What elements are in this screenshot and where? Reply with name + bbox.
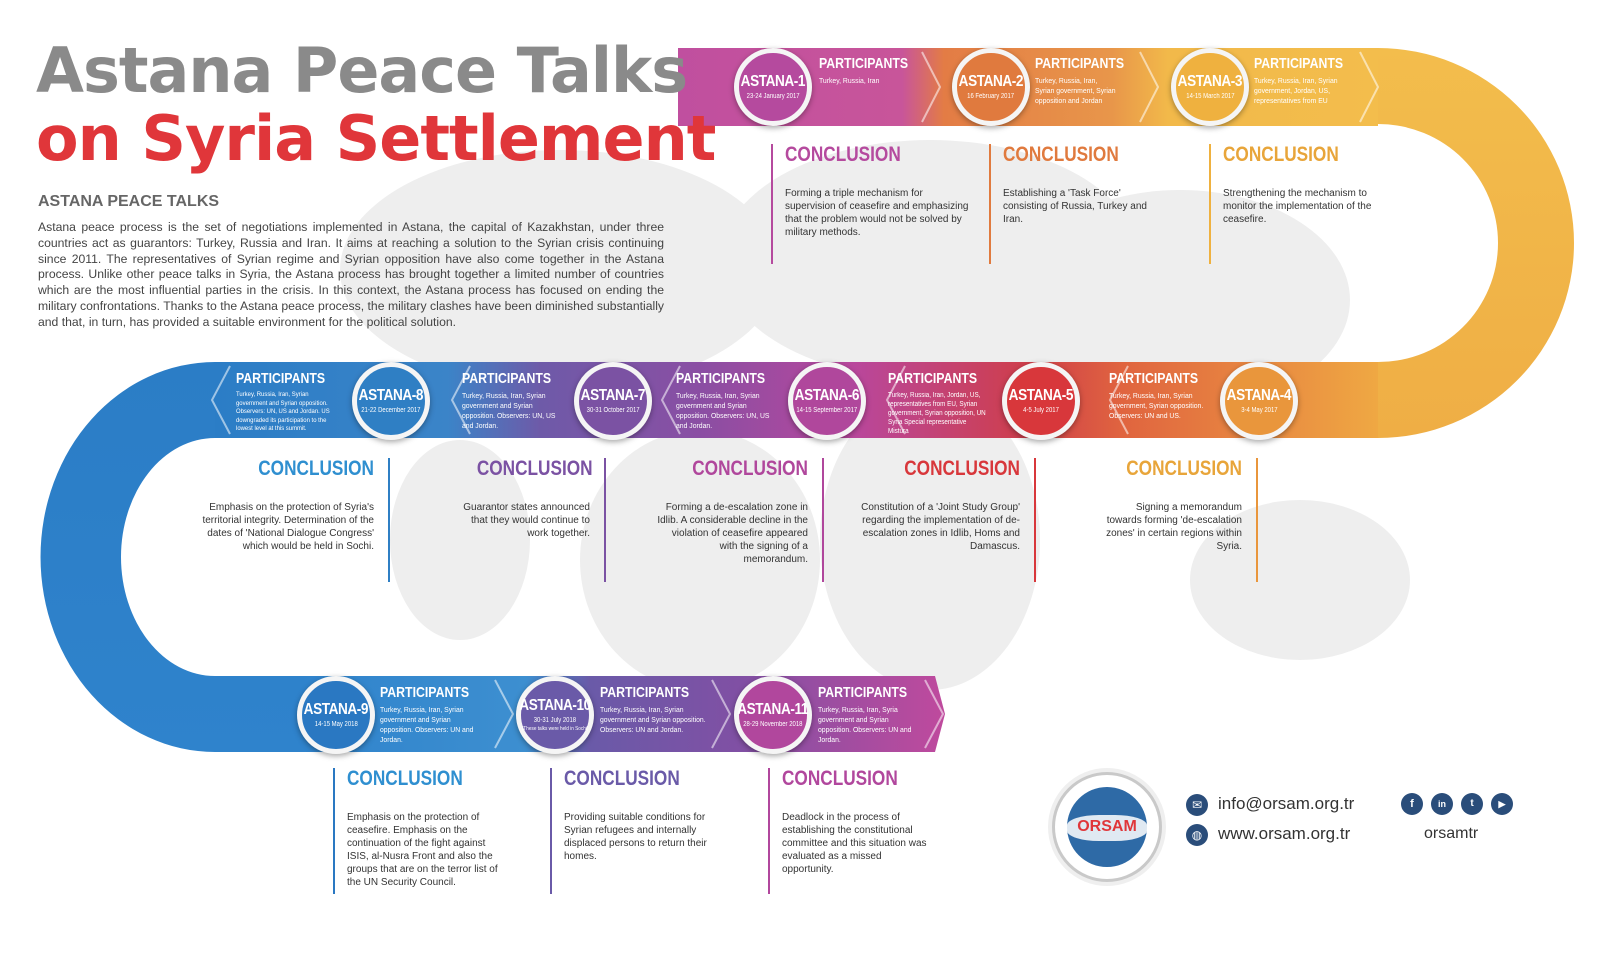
astana-5-conclusion bbox=[850, 458, 1036, 582]
meeting-name: ASTANA-6 bbox=[794, 386, 860, 404]
meeting-date: 30-31 July 2018 bbox=[533, 717, 577, 725]
conclusion-heading: CONCLUSION bbox=[347, 767, 463, 790]
conclusion-heading: CONCLUSION bbox=[1223, 143, 1339, 166]
meeting-date: 23-24 January 2017 bbox=[746, 92, 800, 100]
participants-text: Turkey, Russia, Iran, Syrian government, Syrian opposition. Observers: UN and US. bbox=[1109, 391, 1204, 420]
conclusion-heading: CONCLUSION bbox=[258, 457, 374, 480]
page-title-line1: Astana Peace Talks bbox=[36, 34, 688, 107]
astana-9-badge bbox=[297, 676, 375, 754]
participants-text: Turkey, Russia, Iran, Syrian government and Syrian opposition. Observers: UN and Jordan. bbox=[380, 705, 474, 744]
astana-4-badge bbox=[1220, 362, 1298, 440]
meeting-name: ASTANA-4 bbox=[1226, 386, 1292, 404]
conclusion-text: Emphasis on the protection of ceasefire. Emphasis on the continuation of the fight against ISIS, al-Nusra Front and also the groups that are on the terror list of the UN Security Council. bbox=[347, 812, 498, 888]
astana-6-badge bbox=[788, 362, 866, 440]
astana-4-conclusion bbox=[1100, 458, 1258, 582]
conclusion-text: Forming a triple mechanism for supervision of ceasefire and emphasizing that the problem would not be solved by military methods. bbox=[785, 188, 969, 238]
facebook-icon[interactable]: f bbox=[1401, 793, 1423, 815]
meeting-name: ASTANA-2 bbox=[958, 72, 1024, 90]
conclusion-text: Constitution of a 'Joint Study Group' regarding the implementation of de-escalation zones in Idlib, Homs and Damascus. bbox=[861, 502, 1020, 552]
astana-5-badge bbox=[1002, 362, 1080, 440]
astana-9-participants bbox=[380, 685, 488, 745]
participants-text: Turkey, Russia, Iran, Jordan, US, representatives from EU, Syrian government, Syrian opposition, UN Syria Special representative Mistura bbox=[888, 392, 986, 435]
intro-heading: ASTANA PEACE TALKS bbox=[38, 193, 220, 210]
conclusion-heading: CONCLUSION bbox=[692, 457, 808, 480]
astana-5-participants bbox=[888, 371, 1000, 436]
linkedin-icon[interactable]: in bbox=[1431, 793, 1453, 815]
participants-text: Turkey, Russia, Iran bbox=[819, 76, 880, 85]
orsam-logo bbox=[1052, 772, 1162, 882]
meeting-name: ASTANA-5 bbox=[1008, 386, 1074, 404]
meeting-date: 21-22 December 2017 bbox=[361, 406, 421, 414]
astana-2-participants bbox=[1035, 56, 1127, 106]
participants-heading: PARTICIPANTS bbox=[236, 370, 326, 387]
participants-text: Turkey, Russia, Iran, Syrian government and Syrian opposition. Observers: UN, US and Jordan. bbox=[676, 391, 770, 430]
participants-text: Turkey, Russia, Iran, Syrian government and Syrian opposition. Observers: UN, US and Jordan. US downgraded its participation to the lowest level at this summit. bbox=[236, 391, 330, 433]
conclusion-text: Strengthening the mechanism to monitor the implementation of the ceasefire. bbox=[1223, 188, 1372, 225]
conclusion-text: Forming a de-escalation zone in Idlib. A considerable decline in the violation of ceasefire appeared with the signing of a memorandum. bbox=[657, 502, 808, 565]
participants-text: Turkey, Russia, Iran, Syria government and Syrian opposition. Observers: UN and Jordan. bbox=[818, 705, 912, 744]
meeting-date: 28-29 November 2018 bbox=[743, 720, 803, 728]
astana-2-badge bbox=[952, 48, 1030, 126]
astana-11-participants bbox=[818, 685, 928, 745]
email-link[interactable]: info@orsam.org.tr bbox=[1218, 794, 1355, 813]
conclusion-text: Establishing a 'Task Force' consisting of Russia, Turkey and Iran. bbox=[1003, 188, 1147, 225]
website-link[interactable]: www.orsam.org.tr bbox=[1218, 824, 1351, 843]
participants-heading: PARTICIPANTS bbox=[380, 684, 470, 701]
participants-heading: PARTICIPANTS bbox=[818, 684, 908, 701]
astana-7-badge bbox=[574, 362, 652, 440]
page-title-line2: on Syria Settlement bbox=[36, 102, 716, 175]
astana-6-conclusion bbox=[656, 458, 824, 582]
conclusion-text: Providing suitable conditions for Syrian refugees and internally displaced persons to return their homes. bbox=[564, 812, 707, 862]
conclusion-heading: CONCLUSION bbox=[564, 767, 680, 790]
participants-heading: PARTICIPANTS bbox=[888, 370, 978, 387]
astana-7-conclusion bbox=[452, 458, 606, 582]
meeting-date: 16 February 2017 bbox=[967, 92, 1015, 100]
participants-heading: PARTICIPANTS bbox=[600, 684, 690, 701]
astana-11-badge bbox=[734, 676, 812, 754]
conclusion-heading: CONCLUSION bbox=[782, 767, 898, 790]
astana-9-conclusion bbox=[333, 768, 507, 894]
conclusion-text: Emphasis on the protection of Syria's territorial integrity. Determination of the dates of 'National Dialogue Congress' which would be held in Sochi. bbox=[202, 502, 374, 552]
meeting-date: 30-31 October 2017 bbox=[586, 406, 640, 414]
meeting-date: 3-4 May 2017 bbox=[1240, 406, 1278, 414]
meeting-name: ASTANA-10 bbox=[519, 697, 591, 715]
participants-text: Turkey, Russia, Iran, Syrian government, Syrian opposition and Jordan bbox=[1035, 76, 1116, 105]
conclusion-heading: CONCLUSION bbox=[904, 457, 1020, 480]
meeting-name: ASTANA-11 bbox=[737, 700, 809, 718]
astana-3-badge bbox=[1171, 48, 1249, 126]
social-handle: orsamtr bbox=[1424, 825, 1479, 842]
meeting-name: ASTANA-9 bbox=[303, 700, 369, 718]
astana-1-conclusion bbox=[771, 144, 975, 264]
participants-text: Turkey, Russia, Iran, Syrian government, Jordan, US, representatives from EU bbox=[1254, 76, 1338, 105]
astana-6-participants bbox=[676, 371, 784, 431]
participants-heading: PARTICIPANTS bbox=[1035, 55, 1125, 72]
astana-8-badge bbox=[352, 362, 430, 440]
astana-2-conclusion bbox=[989, 144, 1153, 264]
meeting-date: 14-15 May 2018 bbox=[314, 720, 358, 728]
meeting-name: ASTANA-8 bbox=[358, 386, 424, 404]
meeting-date-note: (These talks were held in Sochi) bbox=[521, 725, 589, 732]
meeting-name: ASTANA-3 bbox=[1177, 72, 1243, 90]
participants-heading: PARTICIPANTS bbox=[1109, 370, 1199, 387]
conclusion-heading: CONCLUSION bbox=[1003, 143, 1119, 166]
astana-10-participants bbox=[600, 685, 718, 735]
intro-paragraph: Astana peace process is the set of negotiations implemented in Astana, the capital of Kazakhstan, under three countries act as guarantors: Turkey, Russia and Iran. It aims at reaching a solution to the Syrian crisis continuing since 2011. The representatives of Syrian regime and Syrian opposition have also come together in the Astana process. Unlike other peace talks in Syria, the Astana process has brought together a limited number of countries which are the most influential parties in the crisis. In this context, the Astana process has focused on ending the military confrontations. Thanks to the Astana peace process, the military clashes have been diminished substantially and that, in turn, has provided a suitable environment for the political solution. bbox=[38, 220, 664, 329]
astana-7-participants bbox=[462, 371, 566, 431]
conclusion-heading: CONCLUSION bbox=[476, 457, 593, 480]
meeting-name: ASTANA-1 bbox=[740, 72, 806, 90]
astana-8-conclusion bbox=[200, 458, 390, 582]
participants-heading: PARTICIPANTS bbox=[676, 370, 766, 387]
meeting-date: 4-5 July 2017 bbox=[1023, 406, 1059, 414]
astana-1-participants bbox=[819, 56, 919, 86]
conclusion-text: Deadlock in the process of establishing the constitutional committee and this situation was evaluated as a missed opportunity. bbox=[782, 812, 927, 875]
astana-4-participants bbox=[1109, 371, 1217, 421]
participants-text: Turkey, Russia, Iran, Syrian government and Syrian opposition. Observers: UN and Jordan. bbox=[600, 705, 706, 734]
conclusion-text: Signing a memorandum towards forming 'de-escalation zones' in certain regions within Syria. bbox=[1106, 502, 1242, 552]
astana-3-participants bbox=[1254, 56, 1350, 106]
twitter-icon[interactable]: t bbox=[1461, 793, 1483, 815]
astana-10-badge bbox=[516, 676, 594, 754]
astana-8-participants bbox=[236, 371, 350, 434]
astana-1-badge bbox=[734, 48, 812, 126]
conclusion-text: Guarantor states announced that they would continue to work together. bbox=[463, 502, 590, 539]
globe-icon: ◍ bbox=[1186, 824, 1208, 846]
meeting-name: ASTANA-7 bbox=[580, 386, 646, 404]
participants-heading: PARTICIPANTS bbox=[462, 370, 552, 387]
email-icon: ✉ bbox=[1186, 794, 1208, 816]
conclusion-heading: CONCLUSION bbox=[1126, 457, 1242, 480]
logo-text: ORSAM bbox=[1077, 818, 1137, 835]
participants-heading: PARTICIPANTS bbox=[819, 55, 909, 72]
meeting-date: 14-15 September 2017 bbox=[796, 406, 858, 414]
astana-3-conclusion bbox=[1209, 144, 1373, 264]
meeting-date: 14-15 March 2017 bbox=[1185, 92, 1235, 100]
youtube-icon[interactable]: ▶ bbox=[1491, 793, 1513, 815]
astana-11-conclusion bbox=[768, 768, 932, 894]
participants-heading: PARTICIPANTS bbox=[1254, 55, 1344, 72]
astana-10-conclusion bbox=[550, 768, 734, 894]
conclusion-heading: CONCLUSION bbox=[785, 143, 901, 166]
participants-text: Turkey, Russia, Iran, Syrian government and Syrian opposition. Observers: UN, US and Jordan. bbox=[462, 391, 556, 430]
